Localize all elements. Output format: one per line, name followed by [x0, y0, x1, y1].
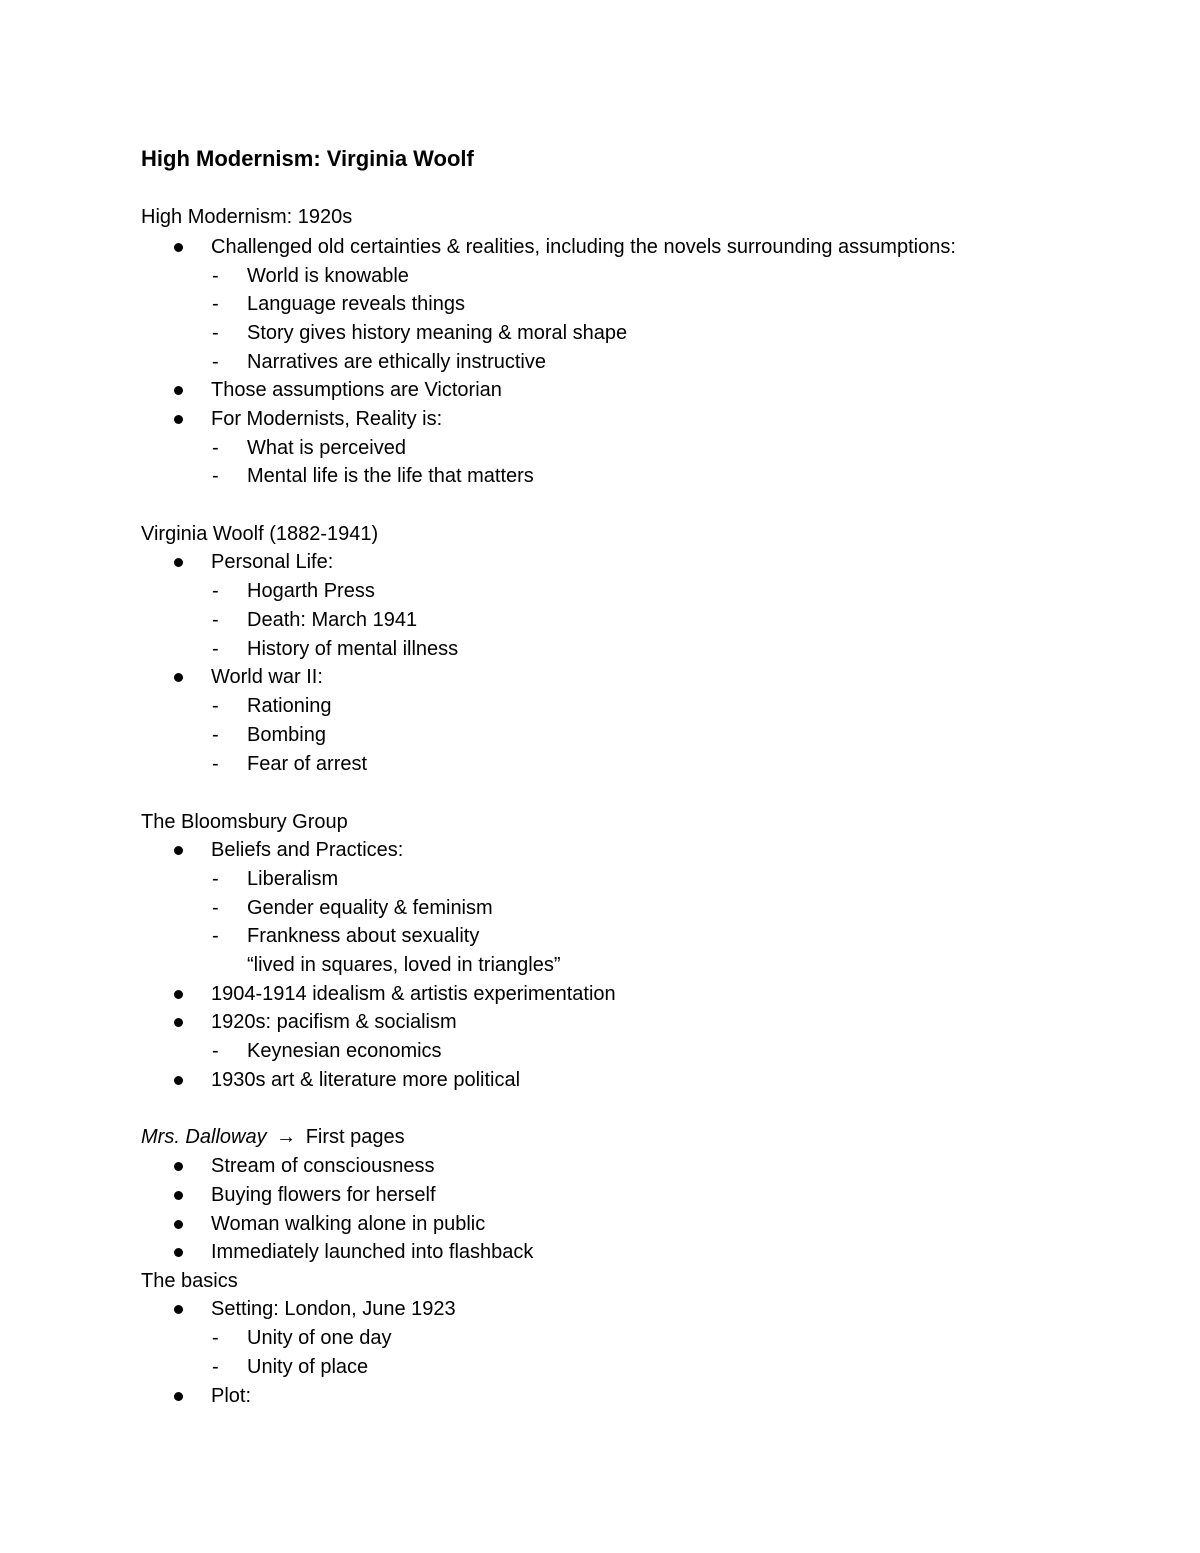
dash-marker: - [212, 868, 219, 890]
bullet-icon [174, 1181, 186, 1209]
dash-marker: - [212, 1356, 219, 1378]
bullet-item: Those assumptions are Victorian [211, 379, 502, 401]
sub-item: Fear of arrest [247, 753, 368, 775]
dash-marker: - [212, 724, 219, 746]
sub-item: History of mental illness [247, 638, 459, 660]
dash-marker: - [212, 695, 219, 717]
sub-item: Gender equality & feminism [247, 897, 493, 919]
bullet-item: Setting: London, June 1923 [211, 1298, 456, 1320]
bullet-item: Buying flowers for herself [211, 1184, 436, 1206]
sub-item: Hogarth Press [247, 580, 375, 602]
dash-marker: - [212, 925, 219, 947]
bullet-icon [174, 233, 186, 261]
dash-marker: - [212, 638, 219, 660]
section-heading: The basics [141, 1270, 238, 1292]
bullet-icon [174, 663, 186, 691]
sub-item: World is knowable [247, 265, 409, 287]
bullet-icon [174, 980, 186, 1008]
dash-marker: - [212, 265, 219, 287]
bullet-icon [174, 1008, 186, 1036]
bullet-icon [174, 405, 186, 433]
dash-marker: - [212, 465, 219, 487]
dash-marker: - [212, 351, 219, 373]
arrow-right-icon: → [276, 1126, 297, 1148]
bullet-icon [174, 1295, 186, 1323]
sub-item: Unity of one day [247, 1327, 392, 1349]
sub-item: Mental life is the life that matters [247, 465, 534, 487]
sub-item: Unity of place [247, 1356, 369, 1378]
dash-marker: - [212, 1040, 219, 1062]
bullet-icon [174, 1152, 186, 1180]
bullet-item: World war II: [211, 666, 323, 688]
section-heading: Virginia Woolf (1882-1941) [141, 523, 379, 545]
sub-item: Rationing [247, 695, 332, 717]
document-title: High Modernism: Virginia Woolf [141, 146, 474, 171]
sub-item: Keynesian economics [247, 1040, 442, 1062]
bullet-item: 1920s: pacifism & socialism [211, 1011, 457, 1033]
bullet-item: Challenged old certainties & realities, including the novels surrounding assumptions: [211, 236, 956, 258]
sub-item: Bombing [247, 724, 326, 746]
book-title: Mrs. Dalloway [141, 1126, 267, 1148]
sub-item: Narratives are ethically instructive [247, 351, 546, 373]
dash-marker: - [212, 293, 219, 315]
bullet-icon [174, 1066, 186, 1094]
sub-item: What is perceived [247, 437, 406, 459]
dash-marker: - [212, 437, 219, 459]
section-heading [141, 1123, 405, 1151]
bullet-item: Plot: [211, 1385, 252, 1407]
bullet-item: Woman walking alone in public [211, 1213, 486, 1235]
bullet-item: Beliefs and Practices: [211, 839, 404, 861]
quote-text: “lived in squares, loved in triangles” [247, 954, 561, 976]
bullet-item: 1930s art & literature more political [211, 1069, 521, 1091]
dash-marker: - [212, 753, 219, 775]
sub-item: Death: March 1941 [247, 609, 418, 631]
dash-marker: - [212, 580, 219, 602]
bullet-item: Stream of consciousness [211, 1155, 435, 1177]
bullet-icon [174, 1238, 186, 1266]
bullet-icon [174, 376, 186, 404]
bullet-icon [174, 1210, 186, 1238]
dash-marker: - [212, 897, 219, 919]
bullet-icon [174, 1382, 186, 1410]
sub-item: Frankness about sexuality [247, 925, 480, 947]
bullet-item: Personal Life: [211, 551, 334, 573]
bullet-item: 1904-1914 idealism & artistis experimentation [211, 983, 616, 1005]
dash-marker: - [212, 609, 219, 631]
bullet-icon [174, 836, 186, 864]
sub-item: Story gives history meaning & moral shape [247, 322, 628, 344]
dash-marker: - [212, 322, 219, 344]
sub-item: Liberalism [247, 868, 339, 890]
bullet-item: Immediately launched into flashback [211, 1241, 534, 1263]
section-heading: The Bloomsbury Group [141, 811, 348, 833]
bullet-item: For Modernists, Reality is: [211, 408, 443, 430]
bullet-icon [174, 548, 186, 576]
sub-item: Language reveals things [247, 293, 465, 315]
heading-rest: First pages [305, 1126, 405, 1148]
dash-marker: - [212, 1327, 219, 1349]
section-heading: High Modernism: 1920s [141, 206, 353, 228]
